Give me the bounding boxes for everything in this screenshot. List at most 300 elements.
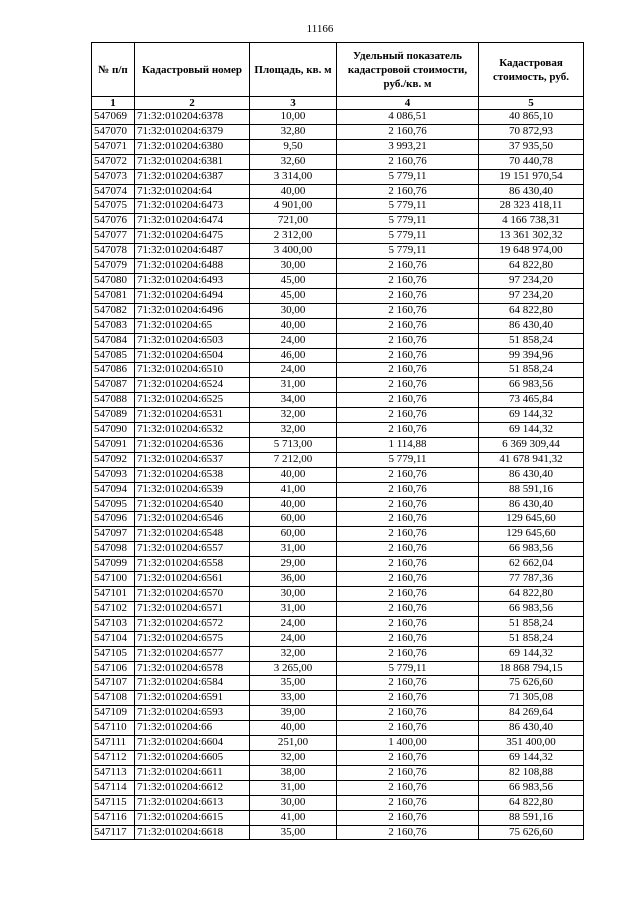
cell-unit-value: 2 160,76: [337, 497, 479, 512]
table-row: [92, 721, 584, 736]
cell-cadastral-number: 71:32:010204:6475: [135, 229, 250, 244]
cell-cadastral-number: 71:32:010204:6618: [135, 825, 250, 840]
cell-cadastral-number: 71:32:010204:6615: [135, 810, 250, 825]
cell-row-number: 547086: [92, 363, 135, 378]
cell-cadastral-value: 64 822,80: [479, 587, 584, 602]
cell-unit-value: 2 160,76: [337, 288, 479, 303]
table-row: [92, 810, 584, 825]
cell-cadastral-value: 71 305,08: [479, 691, 584, 706]
cell-unit-value: 2 160,76: [337, 378, 479, 393]
cell-area: 3 314,00: [250, 169, 337, 184]
cell-cadastral-value: 69 144,32: [479, 750, 584, 765]
cell-row-number: 547077: [92, 229, 135, 244]
cell-row-number: 547101: [92, 587, 135, 602]
cell-unit-value: 2 160,76: [337, 408, 479, 423]
cell-cadastral-value: 51 858,24: [479, 616, 584, 631]
table-row: [92, 601, 584, 616]
cell-cadastral-value: 19 648 974,00: [479, 244, 584, 259]
cell-unit-value: 2 160,76: [337, 572, 479, 587]
cell-row-number: 547071: [92, 139, 135, 154]
cell-cadastral-value: 88 591,16: [479, 482, 584, 497]
cell-unit-value: 2 160,76: [337, 750, 479, 765]
cell-cadastral-value: 64 822,80: [479, 795, 584, 810]
cell-unit-value: 2 160,76: [337, 646, 479, 661]
cell-area: 40,00: [250, 497, 337, 512]
cell-unit-value: 5 779,11: [337, 229, 479, 244]
cell-cadastral-number: 71:32:010204:6474: [135, 214, 250, 229]
table-row: [92, 482, 584, 497]
cell-unit-value: 2 160,76: [337, 423, 479, 438]
cell-area: 31,00: [250, 780, 337, 795]
cell-area: 31,00: [250, 542, 337, 557]
cell-area: 24,00: [250, 363, 337, 378]
cell-area: 32,00: [250, 750, 337, 765]
cell-unit-value: 2 160,76: [337, 721, 479, 736]
cell-unit-value: 2 160,76: [337, 587, 479, 602]
cell-cadastral-value: 40 865,10: [479, 110, 584, 125]
cell-row-number: 547078: [92, 244, 135, 259]
cell-cadastral-number: 71:32:010204:6379: [135, 124, 250, 139]
cell-unit-value: 3 993,21: [337, 139, 479, 154]
cell-unit-value: 4 086,51: [337, 110, 479, 125]
cell-unit-value: 2 160,76: [337, 273, 479, 288]
cell-unit-value: 1 114,88: [337, 437, 479, 452]
cell-unit-value: 2 160,76: [337, 691, 479, 706]
column-number: 1: [92, 97, 135, 110]
cell-row-number: 547100: [92, 572, 135, 587]
table-row: [92, 273, 584, 288]
table-row: [92, 437, 584, 452]
cell-row-number: 547096: [92, 512, 135, 527]
cell-unit-value: 2 160,76: [337, 780, 479, 795]
cell-cadastral-number: 71:32:010204:6604: [135, 736, 250, 751]
cell-unit-value: 2 160,76: [337, 333, 479, 348]
cell-row-number: 547110: [92, 721, 135, 736]
cell-area: 32,00: [250, 423, 337, 438]
header-row-number: № п/п: [92, 43, 135, 97]
header-cadastral-number: Кадастровый номер: [135, 43, 250, 97]
cell-row-number: 547076: [92, 214, 135, 229]
cell-cadastral-value: 129 645,60: [479, 512, 584, 527]
cell-cadastral-number: 71:32:010204:6548: [135, 527, 250, 542]
cell-row-number: 547074: [92, 184, 135, 199]
cell-unit-value: 5 779,11: [337, 244, 479, 259]
cell-cadastral-value: 66 983,56: [479, 601, 584, 616]
column-number: 5: [479, 97, 584, 110]
table-row: [92, 199, 584, 214]
cell-row-number: 547103: [92, 616, 135, 631]
table-row: [92, 750, 584, 765]
cell-cadastral-number: 71:32:010204:6557: [135, 542, 250, 557]
cell-unit-value: 2 160,76: [337, 124, 479, 139]
cell-unit-value: 2 160,76: [337, 542, 479, 557]
cell-area: 29,00: [250, 557, 337, 572]
cell-unit-value: 2 160,76: [337, 631, 479, 646]
cell-area: 30,00: [250, 795, 337, 810]
cell-row-number: 547080: [92, 273, 135, 288]
cell-row-number: 547093: [92, 467, 135, 482]
cell-cadastral-value: 129 645,60: [479, 527, 584, 542]
table-row: [92, 616, 584, 631]
cell-cadastral-value: 64 822,80: [479, 303, 584, 318]
cell-cadastral-value: 86 430,40: [479, 467, 584, 482]
cell-row-number: 547106: [92, 661, 135, 676]
cell-cadastral-value: 64 822,80: [479, 259, 584, 274]
cell-cadastral-number: 71:32:010204:6494: [135, 288, 250, 303]
table-row: [92, 214, 584, 229]
cell-cadastral-value: 70 872,93: [479, 124, 584, 139]
table-row: [92, 706, 584, 721]
table-row: [92, 587, 584, 602]
cell-cadastral-value: 69 144,32: [479, 423, 584, 438]
table-row: [92, 318, 584, 333]
cell-area: 41,00: [250, 482, 337, 497]
cell-area: 46,00: [250, 348, 337, 363]
cell-cadastral-value: 4 166 738,31: [479, 214, 584, 229]
table-row: [92, 363, 584, 378]
column-number: 3: [250, 97, 337, 110]
cell-row-number: 547082: [92, 303, 135, 318]
table-row: [92, 408, 584, 423]
cell-unit-value: 1 400,00: [337, 736, 479, 751]
cadastral-table: [91, 42, 584, 840]
cell-row-number: 547081: [92, 288, 135, 303]
cell-row-number: 547085: [92, 348, 135, 363]
cell-cadastral-number: 71:32:010204:6504: [135, 348, 250, 363]
cell-cadastral-value: 66 983,56: [479, 780, 584, 795]
cell-row-number: 547087: [92, 378, 135, 393]
cell-cadastral-value: 51 858,24: [479, 333, 584, 348]
cell-cadastral-number: 71:32:010204:6536: [135, 437, 250, 452]
table-body: [92, 110, 584, 840]
cell-cadastral-number: 71:32:010204:65: [135, 318, 250, 333]
cell-unit-value: 2 160,76: [337, 303, 479, 318]
table-row: [92, 825, 584, 840]
cell-row-number: 547069: [92, 110, 135, 125]
table-row: [92, 333, 584, 348]
cell-unit-value: 2 160,76: [337, 795, 479, 810]
cell-row-number: 547107: [92, 676, 135, 691]
cell-cadastral-number: 71:32:010204:6503: [135, 333, 250, 348]
table-row: [92, 512, 584, 527]
cell-cadastral-number: 71:32:010204:6611: [135, 765, 250, 780]
cell-cadastral-value: 6 369 309,44: [479, 437, 584, 452]
cell-area: 5 713,00: [250, 437, 337, 452]
table-row: [92, 124, 584, 139]
cell-unit-value: 2 160,76: [337, 184, 479, 199]
cell-cadastral-value: 18 868 794,15: [479, 661, 584, 676]
cell-row-number: 547097: [92, 527, 135, 542]
cell-cadastral-value: 99 394,96: [479, 348, 584, 363]
cell-unit-value: 2 160,76: [337, 601, 479, 616]
cell-cadastral-value: 70 440,78: [479, 154, 584, 169]
table-row: [92, 303, 584, 318]
cell-cadastral-number: 71:32:010204:6575: [135, 631, 250, 646]
table-row: [92, 542, 584, 557]
table-row: [92, 452, 584, 467]
table-row: [92, 259, 584, 274]
cell-area: 41,00: [250, 810, 337, 825]
cell-cadastral-value: 84 269,64: [479, 706, 584, 721]
cell-cadastral-number: 71:32:010204:6613: [135, 795, 250, 810]
cell-unit-value: 2 160,76: [337, 318, 479, 333]
cell-row-number: 547112: [92, 750, 135, 765]
cell-cadastral-number: 71:32:010204:6473: [135, 199, 250, 214]
cell-unit-value: 5 779,11: [337, 661, 479, 676]
cell-cadastral-value: 51 858,24: [479, 631, 584, 646]
column-number: 4: [337, 97, 479, 110]
cell-cadastral-value: 73 465,84: [479, 393, 584, 408]
table-row: [92, 661, 584, 676]
cell-cadastral-number: 71:32:010204:6538: [135, 467, 250, 482]
cell-row-number: 547079: [92, 259, 135, 274]
cell-cadastral-number: 71:32:010204:6561: [135, 572, 250, 587]
table-row: [92, 646, 584, 661]
cell-unit-value: 2 160,76: [337, 765, 479, 780]
cell-row-number: 547070: [92, 124, 135, 139]
cell-area: 33,00: [250, 691, 337, 706]
cell-unit-value: 2 160,76: [337, 557, 479, 572]
cell-area: 60,00: [250, 527, 337, 542]
cell-cadastral-number: 71:32:010204:6612: [135, 780, 250, 795]
cell-cadastral-value: 19 151 970,54: [479, 169, 584, 184]
cell-row-number: 547104: [92, 631, 135, 646]
cell-cadastral-number: 71:32:010204:6546: [135, 512, 250, 527]
table-row: [92, 378, 584, 393]
cell-row-number: 547111: [92, 736, 135, 751]
header-area: Площадь, кв. м: [250, 43, 337, 97]
cell-cadastral-value: 86 430,40: [479, 184, 584, 199]
cell-cadastral-number: 71:32:010204:6572: [135, 616, 250, 631]
table-row: [92, 423, 584, 438]
cell-cadastral-number: 71:32:010204:6380: [135, 139, 250, 154]
cell-row-number: 547099: [92, 557, 135, 572]
cell-row-number: 547113: [92, 765, 135, 780]
column-number: 2: [135, 97, 250, 110]
cell-cadastral-value: 62 662,04: [479, 557, 584, 572]
cell-row-number: 547084: [92, 333, 135, 348]
table-row: [92, 154, 584, 169]
cell-area: 35,00: [250, 825, 337, 840]
cell-unit-value: 2 160,76: [337, 706, 479, 721]
cell-row-number: 547090: [92, 423, 135, 438]
cell-unit-value: 5 779,11: [337, 452, 479, 467]
table-row: [92, 780, 584, 795]
cell-cadastral-value: 88 591,16: [479, 810, 584, 825]
cell-cadastral-number: 71:32:010204:6378: [135, 110, 250, 125]
cell-area: 36,00: [250, 572, 337, 587]
cell-cadastral-number: 71:32:010204:6558: [135, 557, 250, 572]
cell-cadastral-value: 86 430,40: [479, 497, 584, 512]
cell-unit-value: 2 160,76: [337, 363, 479, 378]
cell-area: 32,00: [250, 646, 337, 661]
cell-unit-value: 2 160,76: [337, 527, 479, 542]
cell-cadastral-number: 71:32:010204:6487: [135, 244, 250, 259]
cell-area: 60,00: [250, 512, 337, 527]
table-row: [92, 572, 584, 587]
cell-cadastral-number: 71:32:010204:66: [135, 721, 250, 736]
cell-area: 9,50: [250, 139, 337, 154]
cell-unit-value: 2 160,76: [337, 676, 479, 691]
table-row: [92, 676, 584, 691]
cell-area: 24,00: [250, 631, 337, 646]
cell-cadastral-number: 71:32:010204:6593: [135, 706, 250, 721]
cell-area: 32,60: [250, 154, 337, 169]
cell-area: 32,00: [250, 408, 337, 423]
cell-area: 39,00: [250, 706, 337, 721]
cell-area: 31,00: [250, 378, 337, 393]
cell-cadastral-value: 28 323 418,11: [479, 199, 584, 214]
table-row: [92, 497, 584, 512]
cell-cadastral-number: 71:32:010204:6524: [135, 378, 250, 393]
table-row: [92, 736, 584, 751]
cell-area: 10,00: [250, 110, 337, 125]
cell-unit-value: 2 160,76: [337, 259, 479, 274]
cell-unit-value: 2 160,76: [337, 482, 479, 497]
cell-area: 7 212,00: [250, 452, 337, 467]
cell-cadastral-value: 75 626,60: [479, 825, 584, 840]
cell-row-number: 547088: [92, 393, 135, 408]
cell-cadastral-number: 71:32:010204:6539: [135, 482, 250, 497]
table-row: [92, 557, 584, 572]
cell-area: 30,00: [250, 587, 337, 602]
cell-cadastral-value: 77 787,36: [479, 572, 584, 587]
cell-cadastral-value: 51 858,24: [479, 363, 584, 378]
cell-area: 35,00: [250, 676, 337, 691]
table-row: [92, 393, 584, 408]
table-row: [92, 110, 584, 125]
table-row: [92, 527, 584, 542]
cell-area: 40,00: [250, 184, 337, 199]
cell-cadastral-number: 71:32:010204:6571: [135, 601, 250, 616]
cell-area: 40,00: [250, 467, 337, 482]
cell-cadastral-number: 71:32:010204:6537: [135, 452, 250, 467]
table-row: [92, 169, 584, 184]
cell-unit-value: 2 160,76: [337, 393, 479, 408]
cell-area: 30,00: [250, 259, 337, 274]
cell-area: 3 265,00: [250, 661, 337, 676]
cell-area: 34,00: [250, 393, 337, 408]
cell-cadastral-value: 86 430,40: [479, 318, 584, 333]
cell-cadastral-number: 71:32:010204:6510: [135, 363, 250, 378]
cell-row-number: 547075: [92, 199, 135, 214]
table-row: [92, 139, 584, 154]
cell-row-number: 547094: [92, 482, 135, 497]
cell-cadastral-value: 75 626,60: [479, 676, 584, 691]
cell-unit-value: 2 160,76: [337, 154, 479, 169]
table-row: [92, 631, 584, 646]
column-number-row: [92, 97, 584, 110]
cell-cadastral-value: 69 144,32: [479, 408, 584, 423]
table-row: [92, 348, 584, 363]
cell-cadastral-number: 71:32:010204:6525: [135, 393, 250, 408]
table-row: [92, 765, 584, 780]
table-row: [92, 244, 584, 259]
cell-row-number: 547115: [92, 795, 135, 810]
cell-area: 38,00: [250, 765, 337, 780]
cell-area: 24,00: [250, 333, 337, 348]
cell-row-number: 547114: [92, 780, 135, 795]
cell-unit-value: 2 160,76: [337, 616, 479, 631]
cell-row-number: 547092: [92, 452, 135, 467]
cell-row-number: 547116: [92, 810, 135, 825]
table-row: [92, 467, 584, 482]
table-row: [92, 184, 584, 199]
cell-area: 3 400,00: [250, 244, 337, 259]
cell-cadastral-number: 71:32:010204:6488: [135, 259, 250, 274]
cell-area: 45,00: [250, 273, 337, 288]
cell-cadastral-value: 351 400,00: [479, 736, 584, 751]
cell-cadastral-value: 66 983,56: [479, 542, 584, 557]
cell-row-number: 547083: [92, 318, 135, 333]
cell-row-number: 547072: [92, 154, 135, 169]
cell-row-number: 547095: [92, 497, 135, 512]
cell-cadastral-number: 71:32:010204:64: [135, 184, 250, 199]
cell-area: 251,00: [250, 736, 337, 751]
cell-cadastral-value: 69 144,32: [479, 646, 584, 661]
cell-cadastral-value: 37 935,50: [479, 139, 584, 154]
cell-area: 2 312,00: [250, 229, 337, 244]
cell-cadastral-number: 71:32:010204:6532: [135, 423, 250, 438]
table-row: [92, 691, 584, 706]
cell-cadastral-value: 97 234,20: [479, 273, 584, 288]
cell-cadastral-number: 71:32:010204:6578: [135, 661, 250, 676]
cell-cadastral-number: 71:32:010204:6570: [135, 587, 250, 602]
header-row: [92, 43, 584, 97]
header-unit-value: Удельный показатель кадастровой стоимости, руб./кв. м: [337, 43, 479, 97]
cell-area: 24,00: [250, 616, 337, 631]
table-row: [92, 229, 584, 244]
cell-row-number: 547108: [92, 691, 135, 706]
cell-area: 45,00: [250, 288, 337, 303]
cell-cadastral-number: 71:32:010204:6531: [135, 408, 250, 423]
cell-cadastral-number: 71:32:010204:6577: [135, 646, 250, 661]
cell-row-number: 547117: [92, 825, 135, 840]
cell-area: 32,80: [250, 124, 337, 139]
page-number: 11166: [306, 23, 334, 35]
cell-cadastral-number: 71:32:010204:6591: [135, 691, 250, 706]
header-cadastral-value: Кадастровая стоимость, руб.: [479, 43, 584, 97]
cell-cadastral-value: 82 108,88: [479, 765, 584, 780]
cell-cadastral-number: 71:32:010204:6493: [135, 273, 250, 288]
cell-row-number: 547105: [92, 646, 135, 661]
cell-row-number: 547073: [92, 169, 135, 184]
cell-row-number: 547089: [92, 408, 135, 423]
cell-unit-value: 5 779,11: [337, 169, 479, 184]
cell-unit-value: 2 160,76: [337, 467, 479, 482]
cell-unit-value: 5 779,11: [337, 199, 479, 214]
cell-area: 721,00: [250, 214, 337, 229]
cell-row-number: 547102: [92, 601, 135, 616]
cell-cadastral-value: 13 361 302,32: [479, 229, 584, 244]
cell-unit-value: 2 160,76: [337, 512, 479, 527]
cell-cadastral-value: 41 678 941,32: [479, 452, 584, 467]
table-row: [92, 288, 584, 303]
cell-cadastral-number: 71:32:010204:6540: [135, 497, 250, 512]
cell-unit-value: 2 160,76: [337, 825, 479, 840]
cell-row-number: 547098: [92, 542, 135, 557]
cell-cadastral-number: 71:32:010204:6496: [135, 303, 250, 318]
cell-cadastral-number: 71:32:010204:6387: [135, 169, 250, 184]
cell-row-number: 547091: [92, 437, 135, 452]
cell-cadastral-number: 71:32:010204:6584: [135, 676, 250, 691]
cell-area: 40,00: [250, 318, 337, 333]
cell-area: 40,00: [250, 721, 337, 736]
cell-unit-value: 5 779,11: [337, 214, 479, 229]
cell-row-number: 547109: [92, 706, 135, 721]
cell-area: 30,00: [250, 303, 337, 318]
cell-unit-value: 2 160,76: [337, 810, 479, 825]
